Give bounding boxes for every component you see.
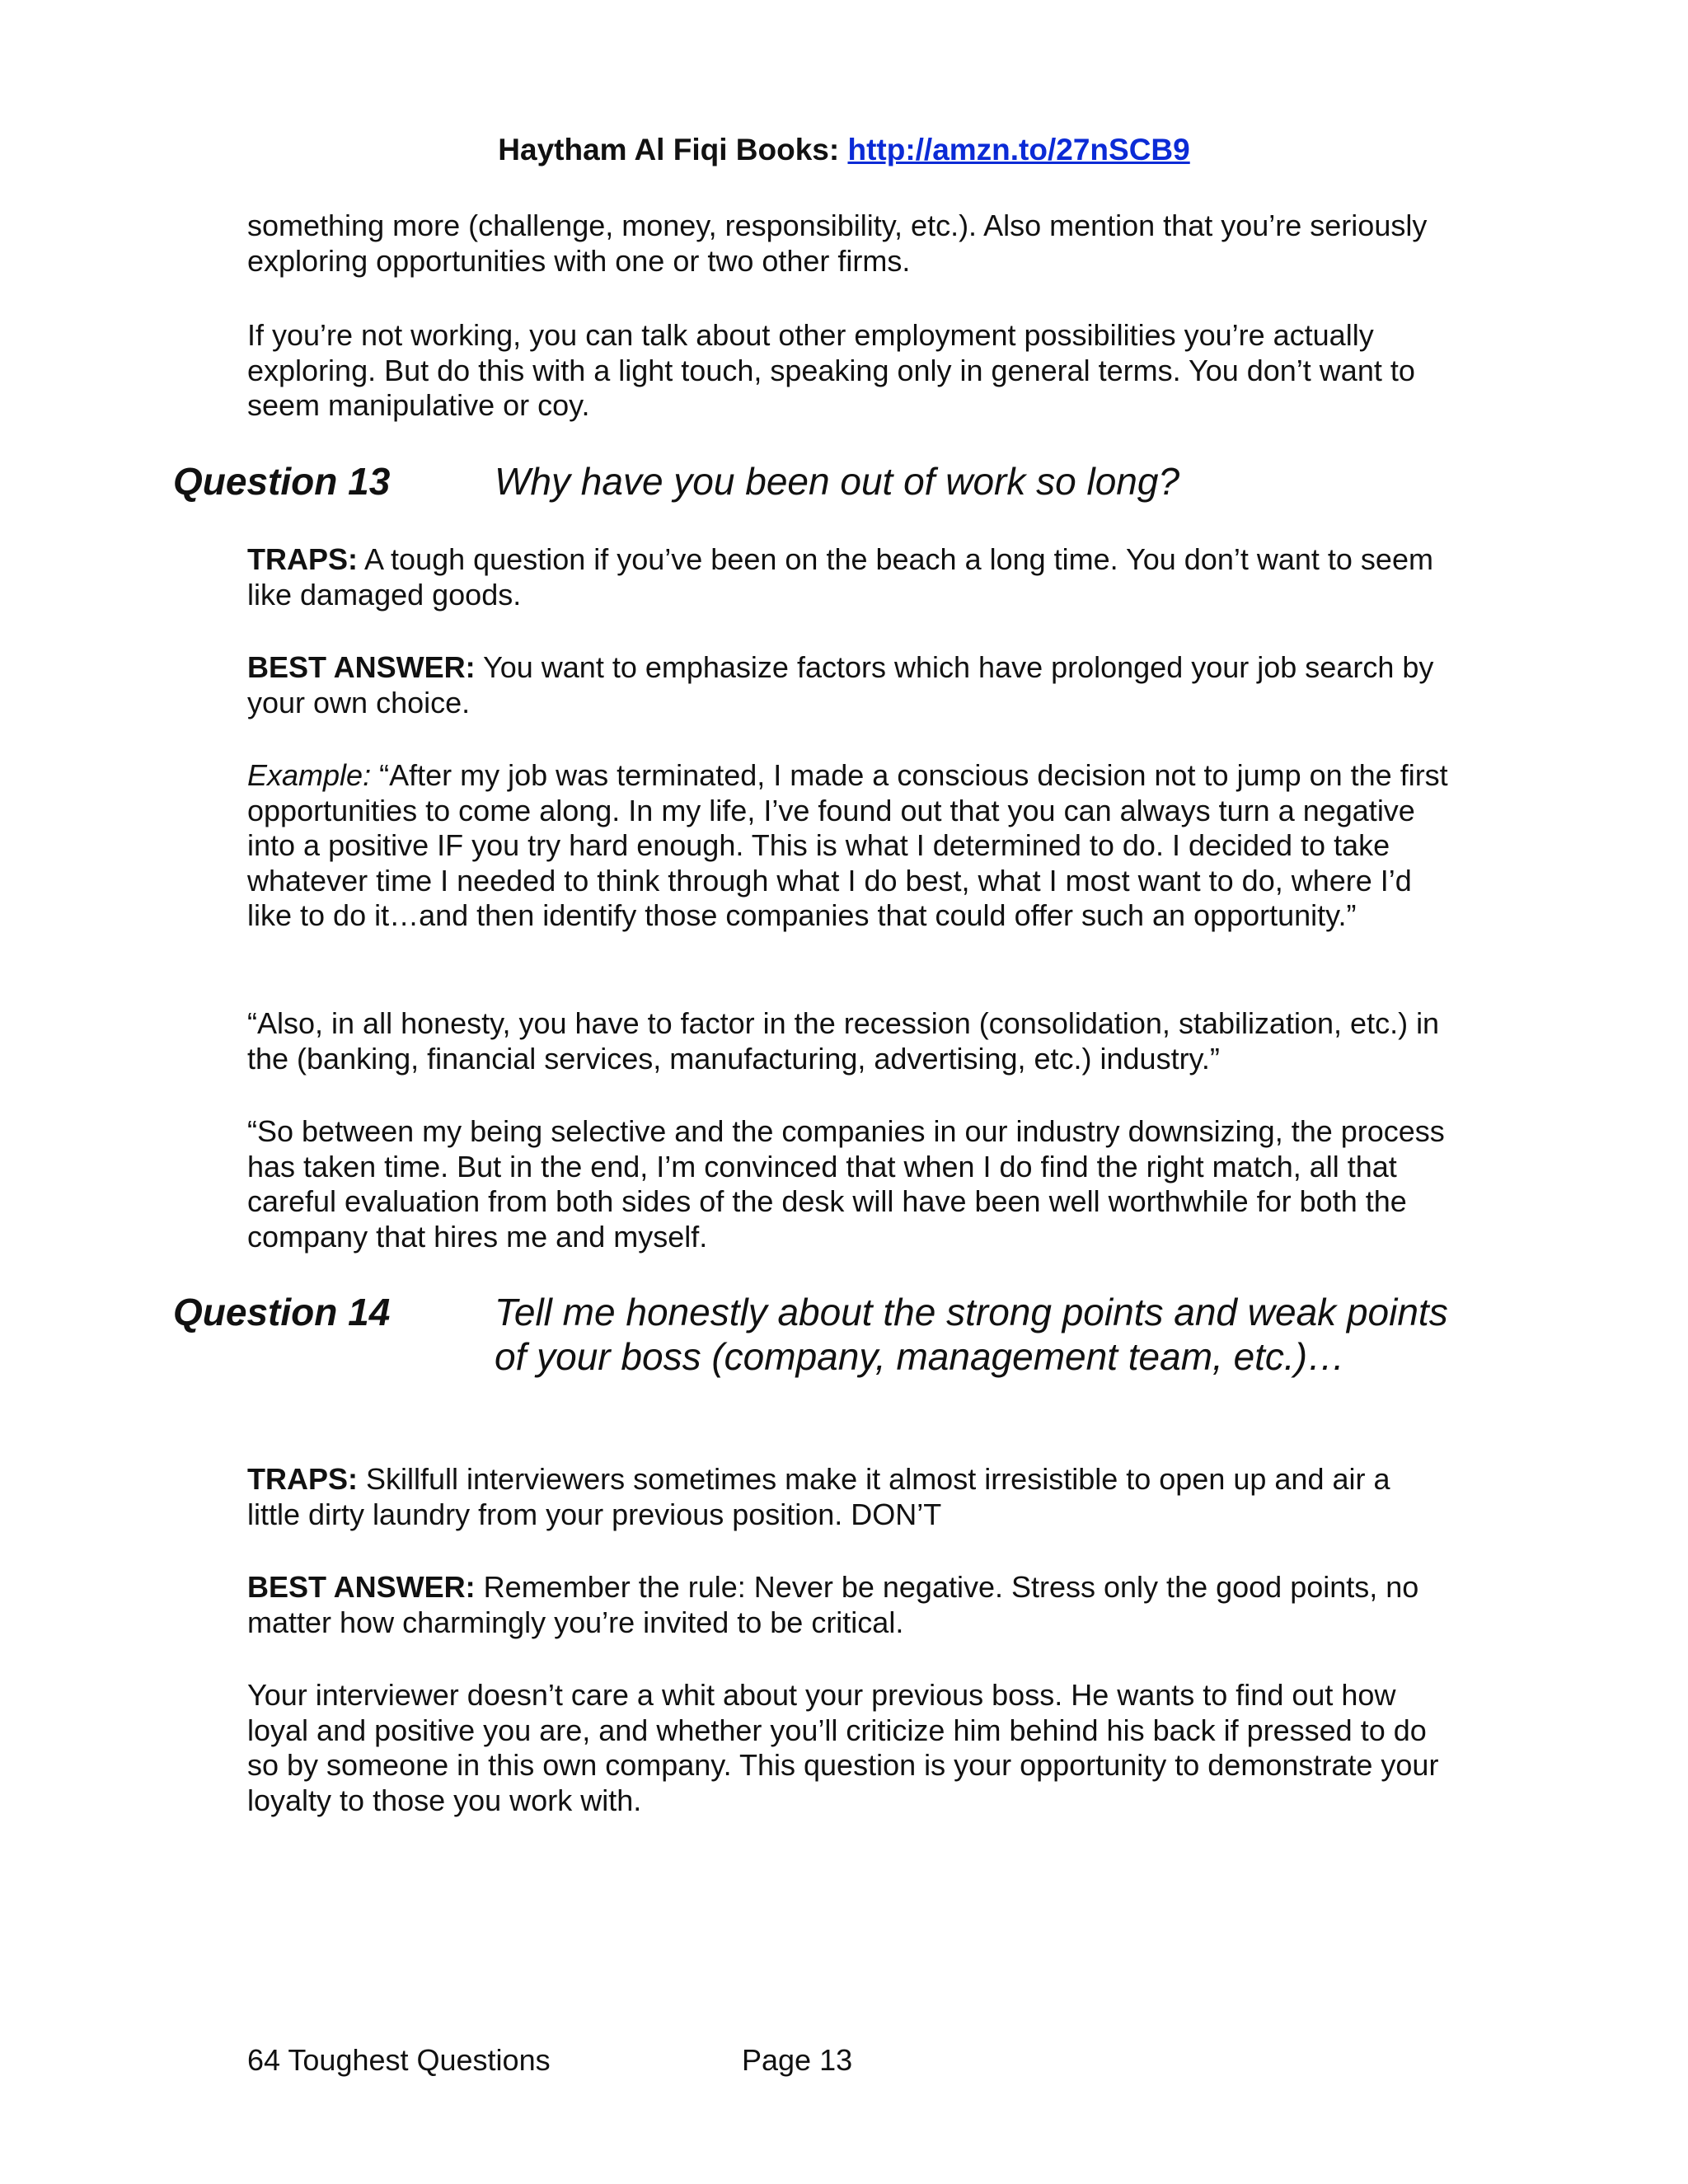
q14-paragraph-interviewer: Your interviewer doesn’t care a whit about your previous boss. He wants to find out how loyal and positive you are, and whether you’ll criticize him behind his back if pressed to do so by someone in this own company. This question is your opportunity to demonstrate your loyalty to those you work with. (247, 1678, 1439, 1817)
q13-example-label: Example: (247, 758, 372, 792)
question-13-label: Question 13 (173, 460, 391, 503)
q13-traps (247, 542, 1451, 612)
q13-example (247, 758, 1451, 934)
q14-traps (247, 1462, 1451, 1532)
header-link[interactable]: http://amzn.to/27nSCB9 (847, 133, 1190, 166)
page-header (0, 132, 1688, 168)
q13-traps-text: A tough question if you’ve been on the beach a long time. You don’t want to seem like damaged goods. (247, 542, 1433, 612)
q13-paragraph-so: “So between my being selective and the companies in our industry downsizing, the process has taken time. But in the end, I’m convinced that when I do find the right match, all that careful evaluation from both sides of the desk will have been well worthwhile for both the company that hires me and myself. (247, 1114, 1445, 1254)
q13-paragraph-also: “Also, in all honesty, you have to factor in the recession (consolidation, stabilization, etc.) in the (banking, financial services, manufacturing, advertising, etc.) industry.” (247, 1006, 1440, 1076)
q14-answer-text: Remember the rule: Never be negative. Stress only the good points, no matter how charmingly you’re invited to be critical. (247, 1570, 1419, 1639)
q13-answer-text: You want to emphasize factors which have prolonged your job search by your own choice. (247, 650, 1434, 719)
q14-traps-label: TRAPS: (247, 1462, 358, 1496)
footer-page-number: Page 13 (742, 2043, 853, 2077)
q14-traps-text: Skillfull interviewers sometimes make it almost irresistible to open up and air a little dirty laundry from your previous position. DON’T (247, 1462, 1390, 1531)
header-label: Haytham Al Fiqi Books: (498, 133, 840, 166)
q13-answer-label: BEST ANSWER: (247, 650, 476, 684)
q13-traps-label: TRAPS: (247, 542, 358, 576)
q14-best-answer (247, 1570, 1451, 1640)
intro-paragraph-1: something more (challenge, money, responsibility, etc.). Also mention that you’re seriously exploring opportunities with one or two other firms. (247, 209, 1428, 278)
intro-paragraph-2: If you’re not working, you can talk about other employment possibilities you’re actually exploring. But do this with a light touch, speaking only in general terms. You don’t want to seem manipulative or coy. (247, 318, 1415, 422)
question-14-text: Tell me honestly about the strong points and weak points of your boss (company, management team, etc.)… (495, 1291, 1448, 1378)
q13-best-answer (247, 650, 1451, 720)
q14-answer-label: BEST ANSWER: (247, 1570, 476, 1604)
q13-example-text: “After my job was terminated, I made a conscious decision not to jump on the first opportunities to come along. In my life, I’ve found out that you can always turn a negative into a positive IF you try hard enough. This is what I determined to do. I decided to take whatever time I needed to think through what I do best, what I most want to do, where I’d like to do it…and then identify those companies that could offer such an opportunity.” (247, 758, 1448, 932)
footer-title: 64 Toughest Questions (247, 2043, 551, 2077)
question-13-text: Why have you been out of work so long? (495, 460, 1180, 503)
question-14-label: Question 14 (173, 1291, 391, 1333)
